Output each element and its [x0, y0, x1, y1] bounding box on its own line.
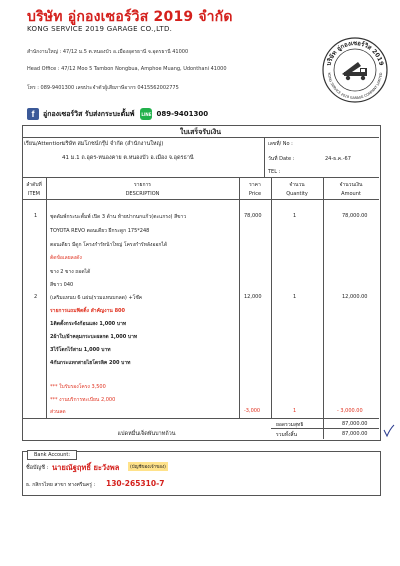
col-price-th: ราคา: [249, 182, 261, 188]
free-item-1: 1ติดตั้งกระจังก้อนแสง 1,000 บาท: [50, 321, 127, 327]
col-desc-en: DESCRIPTION: [125, 191, 160, 197]
contact-row: [27, 107, 208, 121]
col-price-en: Price: [248, 191, 262, 197]
col-qty-th: จำนวน: [289, 182, 305, 188]
free-item-2: 2ผ้าใบ/ผ้าคลุมกระบะผลกด 1,000 บาท: [50, 334, 138, 340]
row-2-desc: (เสริมแหนบ 6 แผ่น(รวมแหนบกลด) +โช๊ค: [50, 295, 143, 301]
account-owner-badge: (บัญชีของเจ้าของ): [128, 462, 168, 471]
receipt-table: [22, 125, 381, 441]
row-2-item: 2: [34, 294, 38, 300]
account-name: นายณัฐฤทธิ์ ยะวังพล: [52, 463, 120, 472]
svg-text:KONG SERVICE 2019 GARAGE COMPA: KONG SERVICE 2019 GARAGE COMPANY LIMITED: [326, 72, 384, 101]
row-1-price: 78,000: [244, 213, 262, 219]
free-item-4: 4กันกระแทกสายไฮโดรลิค 200 บาท: [50, 360, 131, 366]
bank-branch-line: ธ. กสิกรไทย สาขา ทางศรีนครู่ :: [26, 482, 96, 488]
account-name-label: ชื่อบัญชี :: [26, 465, 49, 471]
row-1-desc: ชุดดัมพ์กระบะตั้มพ์ เปิด 3 ด้าน ท้ายปากนกแก้ว(ตะแกรง) สีขาว: [50, 214, 187, 220]
subtotal-label: ยอดรวมสุทธิ: [276, 422, 304, 428]
tel-label: TEL :: [268, 169, 281, 175]
bank-account-label: Bank Account:: [27, 450, 77, 460]
total-label: รวมทั้งสิ้น: [276, 432, 297, 438]
company-seal-logo: [320, 22, 390, 112]
row-1-detail-3: ต้ดข้อเลยลงดัง: [50, 255, 82, 261]
row-2-price: 12,000: [244, 294, 262, 300]
date-value: 24-ธ.ค.-67: [325, 156, 351, 162]
phone-tax-id: โทร : 089-9401300 เลขประจำตัวผู้เสียภาษีอากร 0415562002775: [27, 85, 179, 91]
document-title: ใบเสร็จรับเงิน: [179, 128, 222, 136]
facebook-page-label: อู่กองเซอร์วิส รับส่งกระบะตั้มพ์: [43, 109, 135, 118]
row-1-qty: 1: [293, 213, 297, 219]
row-1-detail-1: TOYOTA REVO ตอนเดียว ฝีกระดูก 175*248: [50, 228, 150, 234]
discount-amount: - 3,000.00: [337, 408, 363, 414]
doc-no-label: เลขที่/ No :: [268, 141, 293, 147]
total-value: 87,000.00: [342, 431, 368, 437]
row-2-amount: 12,000.00: [342, 294, 368, 300]
line-phone: 089-9401300: [156, 110, 209, 118]
col-qty-en: Quantity: [286, 191, 308, 197]
customer-address: 41 ม.1 ถ.อุดร-หนองคาย ต.หนองบัว อ.เมือง จ.อุดรธานี: [62, 155, 194, 161]
row-1-detail-5: สีขาว 040: [50, 282, 74, 288]
company-name-th: บริษัท อู่กองเซอร์วิส 2019 จำกัด: [27, 9, 233, 25]
facebook-icon: f: [27, 108, 39, 120]
dump-truck-icon: [342, 62, 367, 80]
row-1-detail-2: ตอนเดียว มีดูก โครงกำรัหน้าใหญ่ โครงกำรัหลังออกได้: [50, 242, 168, 248]
row-1-amount: 78,000.00: [342, 213, 368, 219]
date-label: วันที่ Date :: [268, 156, 295, 162]
col-item-en: ITEM: [27, 191, 40, 197]
checkmark-signature-icon: [382, 424, 396, 438]
col-amount-th: จำนวนเงิน: [339, 182, 363, 188]
company-name-en: KONG SERVICE 2019 GARAGE CO.,LTD.: [27, 25, 173, 33]
row-1-detail-4: ขาง 2 ขาง ถอดได้: [50, 269, 91, 275]
amount-in-words: แปดหมื่นเจ็ดพันบาทถ้วน: [117, 431, 176, 437]
discount-qty: 1: [293, 408, 297, 414]
line-icon: LINE: [140, 108, 152, 120]
row-1-item: 1: [34, 213, 38, 219]
free-items-header: รายการแถมฟิตติ้ง สำคัญงาน 800: [50, 308, 126, 314]
discount-label: ส่วนลด: [50, 409, 66, 415]
note-certificate: *** ใบรับรองโครง 3,500: [50, 384, 106, 390]
col-item-th: ลำดับที่: [26, 182, 42, 188]
col-amount-en: Amount: [341, 191, 361, 197]
subtotal-value: 87,000.00: [342, 421, 368, 427]
col-desc-th: รายการ: [134, 182, 151, 188]
account-number: 130-265310-7: [106, 479, 165, 488]
head-office-th: สำนักงานใหญ่ : 47/12 ม.5 ต.หนองบัว อ.เมืองอุดรธานี จ.อุดรธานี 41000: [27, 49, 189, 55]
row-2-qty: 1: [293, 294, 297, 300]
attention-label: เรียน/Attention: [24, 141, 64, 147]
svg-text:บริษัท อู่กองเซอร์วิส 2019: บริษัท อู่กองเซอร์วิส 2019: [325, 40, 385, 67]
free-item-3: 3ไร้โดกไร้สาม 1,000 บาท: [50, 347, 111, 353]
note-registration: *** งานบริการทะเบียน 2,000: [50, 397, 116, 403]
head-office-en: Head Office : 47/12 Moo 5 Tambon Nongbua, Amphoe Muang, Udonthani 41000: [27, 66, 227, 72]
discount-price: -3,000: [244, 408, 261, 414]
customer-name: บริษัท สมโภชน์กรุ๊ป จำกัด (สำนักงานใหญ่): [62, 141, 164, 147]
